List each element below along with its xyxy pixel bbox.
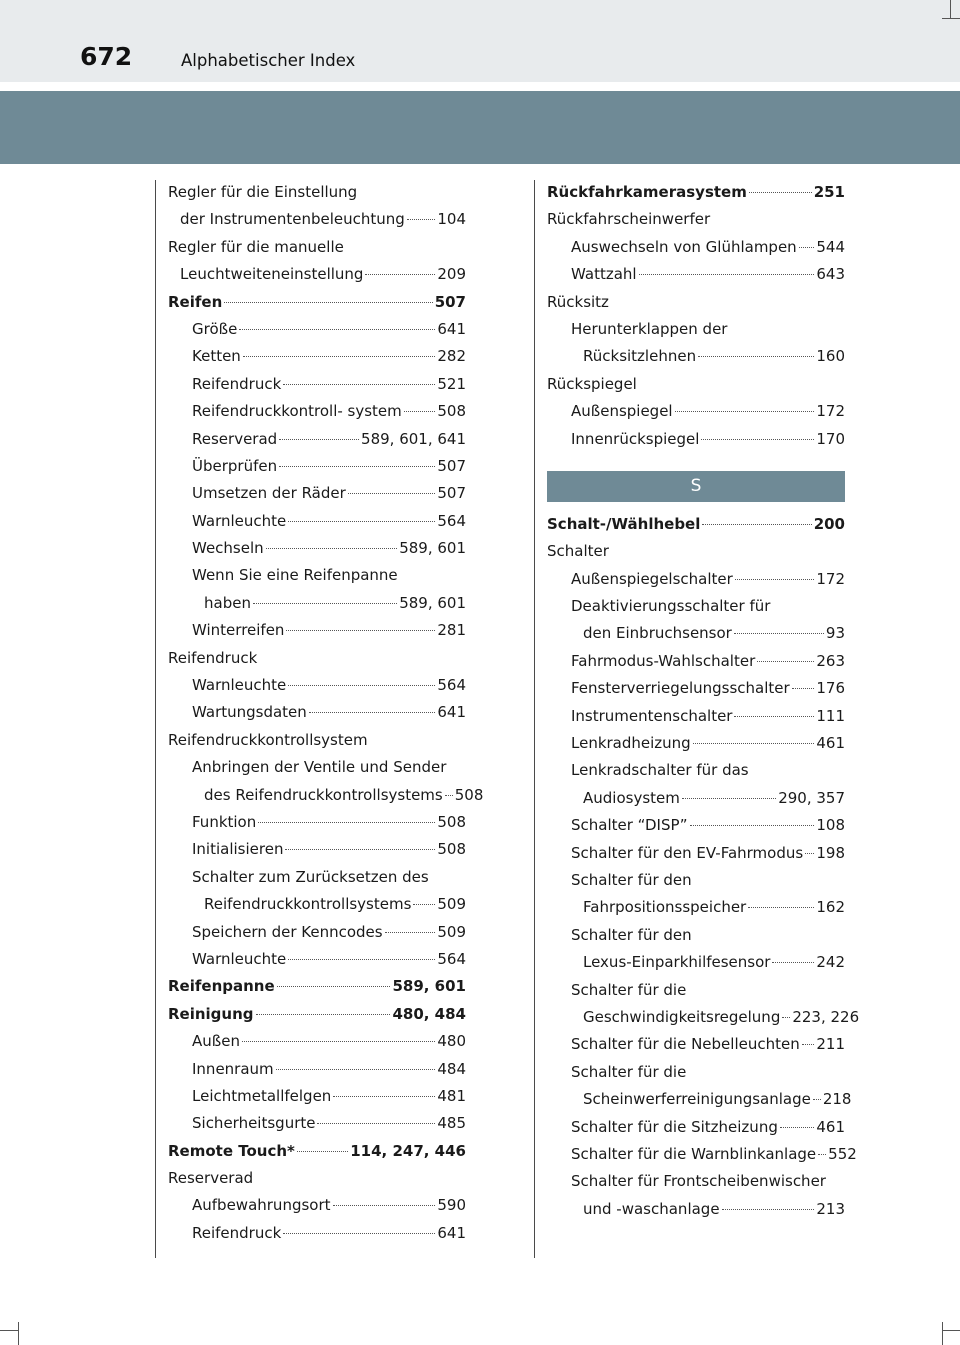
leader-dots xyxy=(701,439,814,440)
index-entry xyxy=(547,316,845,343)
leader-dots xyxy=(288,521,435,522)
index-entry-label: Schalt-/Wählhebel xyxy=(547,514,701,533)
index-entry: Remote Touch * 114, 247, 446 xyxy=(168,1138,466,1165)
index-entry xyxy=(168,289,466,316)
index-entry-label: Reserverad xyxy=(192,429,278,448)
s-section-entries xyxy=(547,511,860,1223)
leader-dots xyxy=(279,466,435,467)
index-entry-page: 282 xyxy=(437,347,466,366)
index-entry-label: Innenraum xyxy=(192,1059,274,1078)
index-entry xyxy=(168,508,466,535)
index-entry xyxy=(547,593,845,620)
index-entry-page: 251 xyxy=(813,183,845,201)
index-entry-label: Instrumentenschalter xyxy=(571,706,733,725)
index-entry-page: 507 xyxy=(437,456,466,475)
leader-dots xyxy=(802,1044,815,1045)
index-entry-label: Außen xyxy=(192,1032,240,1051)
index-entry-label: Sicherheitsgurte xyxy=(192,1114,316,1133)
leader-dots xyxy=(279,439,359,440)
index-entry-label: Rückfahrkamerasystem xyxy=(547,183,747,201)
letter-section-header: S xyxy=(547,471,845,502)
index-entry-label: Audiosystem xyxy=(583,788,680,807)
left-index-column xyxy=(168,179,484,1247)
index-entry-page: 480, 484 xyxy=(392,1004,466,1023)
leader-dots xyxy=(253,603,397,604)
index-entry-label: Lenkradschalter für das xyxy=(571,761,749,780)
index-entry xyxy=(547,703,845,730)
leader-dots xyxy=(813,1099,821,1100)
index-entry-label: Leuchtweiteneinstellung xyxy=(180,265,364,284)
leader-dots xyxy=(413,904,435,905)
index-entry xyxy=(547,675,845,702)
index-entry xyxy=(547,1086,852,1113)
index-entry-page: 481 xyxy=(437,1086,466,1105)
index-entry xyxy=(547,840,845,867)
index-entry-page: 461 xyxy=(816,1117,845,1136)
leader-dots xyxy=(734,716,814,717)
index-entry xyxy=(547,757,845,784)
index-entry-label: Geschwindigkeitsregelung xyxy=(583,1007,781,1026)
index-entry xyxy=(547,1004,860,1031)
index-entry-page: 641 xyxy=(437,1223,466,1242)
index-entry xyxy=(168,562,466,589)
index-entry-label: Reifendruck xyxy=(192,1223,282,1242)
index-entry-page: 508 xyxy=(437,402,466,421)
leader-dots xyxy=(385,932,436,933)
index-entry xyxy=(547,511,845,538)
index-entry xyxy=(168,809,466,836)
index-entry-label: Reifen xyxy=(168,292,223,311)
leader-dots xyxy=(242,1041,435,1042)
index-entry xyxy=(168,645,466,672)
index-entry-page: 641 xyxy=(437,319,466,338)
leader-dots xyxy=(288,959,435,960)
index-entry-page: 209 xyxy=(437,265,466,284)
leader-dots xyxy=(243,356,436,357)
index-entry-page: 211 xyxy=(816,1035,845,1054)
index-entry-page: 507 xyxy=(434,292,466,311)
index-entry-page: 589, 601 xyxy=(399,539,466,558)
leader-dots xyxy=(309,712,436,713)
index-entry xyxy=(168,535,466,562)
index-entry-label: Schalter für den EV-Fahrmodus xyxy=(571,843,804,862)
index-entry-page: 290, 357 xyxy=(778,788,845,807)
leader-dots xyxy=(239,329,435,330)
index-entry-label: Remote Touch xyxy=(168,1141,288,1160)
index-entry-label: haben xyxy=(204,593,251,612)
index-entry-label: Deaktivierungsschalter für xyxy=(571,597,771,616)
index-entry xyxy=(168,179,466,206)
index-entry-page: 176 xyxy=(816,679,845,698)
index-entry-label: Rücksitz xyxy=(547,292,609,311)
index-entry-page: 108 xyxy=(816,816,845,835)
index-entry-page: 589, 601 xyxy=(399,593,466,612)
index-entry-label: Warnleuchte xyxy=(192,676,287,695)
index-entry xyxy=(547,179,845,206)
leader-dots xyxy=(698,356,814,357)
leader-dots xyxy=(735,579,815,580)
index-entry-label: Außenspiegelschalter xyxy=(571,569,733,588)
index-entry xyxy=(168,727,466,754)
index-entry-label: Schalter für den xyxy=(571,870,692,889)
index-entry-page: 641 xyxy=(437,703,466,722)
index-entry-page: 223, 226 xyxy=(792,1007,860,1026)
index-entry-page: 552 xyxy=(828,1144,857,1163)
index-entry-page: 509 xyxy=(437,895,466,914)
index-entry-page: 281 xyxy=(437,621,466,640)
index-entry-page: 564 xyxy=(437,511,466,530)
index-entry-label: Schalter zum Zurücksetzen des xyxy=(192,867,429,886)
index-entry xyxy=(547,730,845,757)
index-entry-page: 507 xyxy=(437,484,466,503)
index-entry-page: 643 xyxy=(816,265,845,284)
leader-dots xyxy=(333,1096,435,1097)
index-entry-label: Lenkradheizung xyxy=(571,734,691,753)
index-entry-label: Schalter “DISP” xyxy=(571,816,688,835)
index-entry xyxy=(547,894,845,921)
index-entry xyxy=(547,371,845,398)
index-entry xyxy=(168,782,484,809)
leader-dots xyxy=(286,630,435,631)
index-entry-label: Schalter für die Sitzheizung xyxy=(571,1117,778,1136)
leader-dots xyxy=(799,247,815,248)
index-entry-label: Größe xyxy=(192,319,238,338)
index-entry xyxy=(547,812,845,839)
index-entry-label: Fahrmodus-Wahlschalter xyxy=(571,651,756,670)
index-entry xyxy=(547,343,845,370)
index-entry-label: Umsetzen der Räder xyxy=(192,484,346,503)
leader-dots xyxy=(734,633,824,634)
index-entry xyxy=(547,922,845,949)
index-entry xyxy=(547,1059,845,1086)
index-entry-label: Schalter für den xyxy=(571,925,692,944)
index-entry-page: 162 xyxy=(816,898,845,917)
leader-dots xyxy=(266,548,398,549)
leader-dots xyxy=(224,302,432,303)
index-entry xyxy=(168,206,466,233)
index-entry xyxy=(168,754,466,781)
index-entry xyxy=(168,426,466,453)
index-entry-label: Rücksitzlehnen xyxy=(583,347,697,366)
index-entry-page: 590 xyxy=(437,1196,466,1215)
index-entry-label: Schalter für Frontscheibenwischer xyxy=(571,1172,826,1191)
index-entry xyxy=(547,1168,845,1195)
leader-dots xyxy=(682,798,776,799)
index-entry-label: Initialisieren xyxy=(192,840,284,859)
index-entry-label: Reifendruckkontrollsystem xyxy=(168,730,368,749)
index-entry-label: Rückfahrscheinwerfer xyxy=(547,210,711,229)
index-entry-page: 484 xyxy=(437,1059,466,1078)
leader-dots xyxy=(283,384,435,385)
index-entry-label: und -waschanlage xyxy=(583,1199,720,1218)
crop-mark xyxy=(942,1322,943,1345)
index-entry xyxy=(547,1114,845,1141)
index-entry-label: Ketten xyxy=(192,347,241,366)
index-entry xyxy=(168,234,466,261)
leader-dots xyxy=(792,688,815,689)
index-entry-page: 198 xyxy=(816,843,845,862)
index-entry xyxy=(168,919,466,946)
leader-dots xyxy=(348,493,436,494)
index-entry-page: 508 xyxy=(437,812,466,831)
index-entry xyxy=(547,398,845,425)
index-entry-label: Speichern der Kenncodes xyxy=(192,922,383,941)
index-entry xyxy=(547,1196,845,1223)
index-entry-page: 111 xyxy=(816,706,845,725)
index-entry xyxy=(168,343,466,370)
index-entry xyxy=(168,699,466,726)
index-entry xyxy=(168,1001,466,1028)
accent-band xyxy=(0,91,960,164)
leader-dots xyxy=(748,907,814,908)
index-entry-label: Regler für die manuelle xyxy=(168,237,344,256)
index-entry xyxy=(168,316,466,343)
index-entry xyxy=(168,590,466,617)
leader-dots xyxy=(276,1069,436,1070)
index-entry xyxy=(168,1192,466,1219)
crop-mark xyxy=(942,1330,960,1331)
index-entry-label: Außenspiegel xyxy=(571,402,673,421)
index-entry xyxy=(168,261,466,288)
index-entry-label: Wenn Sie eine Reifenpanne xyxy=(192,566,398,585)
index-entry xyxy=(547,648,845,675)
index-entry-label: Wattzahl xyxy=(571,265,637,284)
index-entry xyxy=(168,480,466,507)
index-entry-page: 508 xyxy=(437,840,466,859)
leader-dots xyxy=(365,274,435,275)
leader-dots xyxy=(690,825,815,826)
leader-dots xyxy=(333,1205,436,1206)
index-entry xyxy=(547,1141,857,1168)
index-entry-label: Reifendruckkontrollsystems xyxy=(204,895,412,914)
leader-dots xyxy=(722,1209,815,1210)
index-entry-label: Winterreifen xyxy=(192,621,285,640)
leader-dots xyxy=(772,962,814,963)
leader-dots xyxy=(288,685,435,686)
index-entry-label: Funktion xyxy=(192,812,257,831)
index-entry-label: Überprüfen xyxy=(192,456,278,475)
index-entry xyxy=(168,1028,466,1055)
index-entry xyxy=(547,1031,845,1058)
index-entry-label: Wechseln xyxy=(192,539,264,558)
index-entry-label: Reinigung xyxy=(168,1004,254,1023)
index-entry xyxy=(547,949,845,976)
index-entry xyxy=(547,620,845,647)
leader-dots xyxy=(693,743,815,744)
leader-dots xyxy=(277,986,391,987)
crop-mark xyxy=(942,18,960,19)
index-entry-label: des Reifendruckkontrollsystems xyxy=(204,785,443,804)
index-entry xyxy=(168,371,466,398)
index-entry-label: Herunterklappen der xyxy=(571,319,728,338)
index-entry xyxy=(168,1083,466,1110)
index-entry-page: 521 xyxy=(437,374,466,393)
leader-dots xyxy=(757,661,814,662)
index-entry xyxy=(547,867,845,894)
index-entry-label: Reifendruck xyxy=(168,648,258,667)
index-entry-page: 461 xyxy=(816,734,845,753)
index-entry xyxy=(168,453,466,480)
index-entry xyxy=(168,1056,466,1083)
leader-dots xyxy=(256,1014,391,1015)
index-entry-page: 172 xyxy=(816,402,845,421)
index-entry-label: Auswechseln von Glühlampen xyxy=(571,237,797,256)
index-entry-label: Wartungsdaten xyxy=(192,703,307,722)
left-column-rule xyxy=(155,180,156,1258)
index-entry xyxy=(547,289,845,316)
index-entry-label: Schalter xyxy=(547,542,609,561)
index-entry-label: Schalter für die xyxy=(571,1062,687,1081)
index-entry xyxy=(168,672,466,699)
index-entry-page: 589, 601 xyxy=(392,977,466,996)
index-entry xyxy=(547,261,845,288)
leader-dots xyxy=(780,1127,815,1128)
index-entry-label: Schalter für die xyxy=(571,980,687,999)
index-entry-label: Reserverad xyxy=(168,1169,254,1188)
index-entry-label: Schalter für die Warnblinkanlage xyxy=(571,1144,817,1163)
index-entry-label: der Instrumentenbeleuchtung xyxy=(180,210,405,229)
index-entry-page: 564 xyxy=(437,949,466,968)
leader-dots xyxy=(639,274,815,275)
index-entry-page: 263 xyxy=(816,651,845,670)
index-entry xyxy=(168,1220,466,1247)
index-entry-page: 200 xyxy=(813,514,845,533)
index-entry-label: Leichtmetallfelgen xyxy=(192,1086,332,1105)
crop-mark xyxy=(950,0,951,18)
index-entry xyxy=(168,973,466,1000)
leader-dots xyxy=(404,411,436,412)
index-entry-page: 170 xyxy=(816,429,845,448)
index-entry-label: Reifenpanne xyxy=(168,977,275,996)
header-band xyxy=(0,0,960,82)
index-entry xyxy=(547,977,845,1004)
leader-dots xyxy=(702,524,811,525)
index-entry-page: 564 xyxy=(437,676,466,695)
index-entry-label: Aufbewahrungsort xyxy=(192,1196,331,1215)
index-entry-label: Warnleuchte xyxy=(192,949,287,968)
index-entry xyxy=(547,785,845,812)
crop-mark xyxy=(0,1330,18,1331)
r-section-entries xyxy=(547,179,845,453)
leader-dots xyxy=(285,849,435,850)
page-title: Alphabetischer Index xyxy=(181,51,356,70)
index-entry-page: 242 xyxy=(816,953,845,972)
index-entry-page: 172 xyxy=(816,569,845,588)
leader-dots xyxy=(407,219,436,220)
leader-dots xyxy=(317,1123,435,1124)
index-entry xyxy=(547,566,845,593)
leader-dots xyxy=(675,411,815,412)
index-entry-page: 508 xyxy=(454,785,484,804)
index-entry xyxy=(547,234,845,261)
index-entry-label: Fensterverriegelungsschalter xyxy=(571,679,790,698)
index-entry-label: Anbringen der Ventile und Sender xyxy=(192,758,447,777)
crop-mark xyxy=(18,1322,19,1345)
index-entry-page: 544 xyxy=(816,237,845,256)
index-entry-page: 104 xyxy=(437,210,466,229)
index-entry xyxy=(547,206,845,233)
center-column-rule xyxy=(534,180,535,1258)
leader-dots xyxy=(805,853,814,854)
right-index-column xyxy=(547,179,860,1223)
index-entry-label: Lexus-Einparkhilfesensor xyxy=(583,953,771,972)
index-entry-page: 509 xyxy=(437,922,466,941)
index-entry xyxy=(168,946,466,973)
index-entry-page: 485 xyxy=(437,1114,466,1133)
index-entry-page: 589, 601, 641 xyxy=(361,429,466,448)
index-entry-label: Innenrückspiegel xyxy=(571,429,700,448)
index-entry-page: 218 xyxy=(822,1090,852,1109)
index-entry-label: Fahrpositionsspeicher xyxy=(583,898,747,917)
leader-dots xyxy=(297,1151,348,1152)
index-entry xyxy=(547,426,845,453)
index-entry xyxy=(168,891,466,918)
index-entry-label: Scheinwerferreinigungsanlage xyxy=(583,1090,811,1109)
index-entry xyxy=(168,398,466,425)
index-entry-page: 93 xyxy=(825,624,845,643)
index-entry xyxy=(168,864,466,891)
index-entry-page: 480 xyxy=(437,1032,466,1051)
index-entry-page: 114, 247, 446 xyxy=(350,1141,466,1160)
index-entry-label: Regler für die Einstellung xyxy=(168,183,358,201)
index-entry-label: den Einbruchsensor xyxy=(583,624,732,643)
leader-dots xyxy=(283,1233,435,1234)
index-entry xyxy=(168,1165,466,1192)
index-entry-label: Warnleuchte xyxy=(192,511,287,530)
leader-dots xyxy=(818,1154,826,1155)
index-entry-page: 213 xyxy=(816,1199,845,1218)
index-entry xyxy=(547,538,845,565)
index-entry xyxy=(168,617,466,644)
index-entry-label: Rückspiegel xyxy=(547,374,637,393)
index-entry-page: 160 xyxy=(816,347,845,366)
index-entry-label: Schalter für die Nebelleuchten xyxy=(571,1035,800,1054)
index-entry-label: Reifendruckkontroll- system xyxy=(192,402,402,421)
page-number: 672 xyxy=(80,42,133,71)
leader-dots xyxy=(445,795,453,796)
leader-dots xyxy=(749,192,812,193)
leader-dots xyxy=(258,822,435,823)
index-entry xyxy=(168,1110,466,1137)
leader-dots xyxy=(782,1017,790,1018)
index-entry-label: Reifendruck xyxy=(192,374,282,393)
index-entry xyxy=(168,836,466,863)
